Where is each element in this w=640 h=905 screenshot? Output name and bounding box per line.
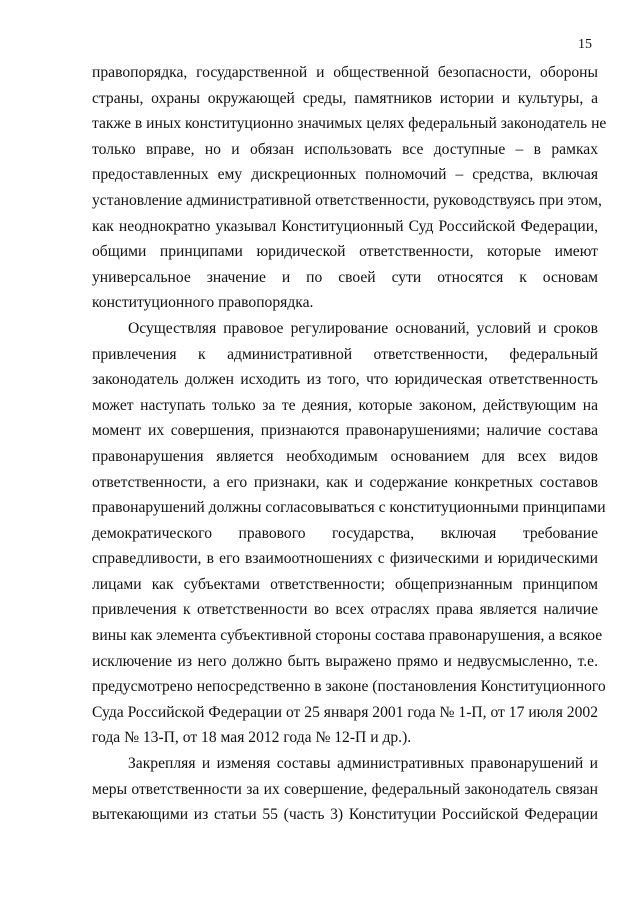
text-line: вытекающими из статьи 55 (часть 3) Конституции Российской Федерации — [92, 806, 598, 824]
text-line: конституционного правопорядка. — [92, 294, 314, 312]
text-line: Закрепляя и изменяя составы административных правонарушений и — [128, 755, 598, 773]
text-line: меры ответственности за их совершение, федеральный законодатель связан — [92, 780, 598, 798]
text-line: Суда Российской Федерации от 25 января 2001 года № 1-П, от 17 июля 2002 — [92, 703, 598, 721]
text-line: года № 13-П, от 18 мая 2012 года № 12-П и др.). — [92, 729, 412, 747]
text-line: универсальное значение и по своей сути относятся к основам — [92, 268, 598, 286]
text-line: только вправе, но и обязан использовать все доступные – в рамках — [92, 140, 598, 158]
text-line: общими принципами юридической ответственности, которые имеют — [92, 243, 598, 261]
text-line: установление административной ответственности, руководствуясь при этом, — [92, 191, 602, 209]
text-line: также в иных конституционно значимых целях федеральный законодатель не — [92, 115, 607, 133]
text-line: законодатель должен исходить из того, что юридическая ответственность — [92, 371, 598, 389]
text-line: исключение из него должно быть выражено прямо и недвусмысленно, т.е. — [92, 652, 598, 670]
text-line: страны, охраны окружающей среды, памятников истории и культуры, а — [92, 89, 598, 107]
text-line: момент их совершения, признаются правонарушениями; наличие состава — [92, 422, 598, 440]
text-line: привлечения к административной ответственности, федеральный — [92, 345, 598, 363]
text-line: как неоднократно указывал Конституционный Суд Российской Федерации, — [92, 217, 598, 235]
text-line: Осуществляя правовое регулирование оснований, условий и сроков — [128, 319, 598, 337]
text-line: может наступать только за те деяния, которые законом, действующим на — [92, 396, 598, 414]
text-line: правонарушений должны согласовываться с конституционными принципами — [92, 499, 606, 517]
text-line: предусмотрено непосредственно в законе (постановления Конституционного — [92, 678, 606, 696]
text-line: правонарушения является необходимым основанием для всех видов — [92, 447, 598, 465]
paragraph-1 — [92, 60, 607, 316]
paragraph-3 — [92, 751, 598, 828]
text-line: предоставленных ему дискреционных полномочий – средства, включая — [92, 166, 598, 184]
text-line: правопорядка, государственной и общественной безопасности, обороны — [92, 64, 598, 81]
document-body — [92, 60, 607, 828]
page-number: 15 — [578, 37, 592, 52]
text-line: ответственности, а его признаки, как и содержание конкретных составов — [92, 473, 598, 491]
text-line: справедливости, в его взаимоотношениях с физическими и юридическими — [92, 550, 598, 568]
paragraph-2 — [92, 316, 606, 751]
text-line: демократического правового государства, включая требование — [92, 524, 598, 542]
text-line: вины как элемента субъективной стороны состава правонарушения, а всякое — [92, 627, 603, 645]
text-line: лицами как субъектами ответственности; общепризнанным принципом — [92, 575, 598, 593]
text-line: привлечения к ответственности во всех отраслях права является наличие — [92, 601, 598, 619]
